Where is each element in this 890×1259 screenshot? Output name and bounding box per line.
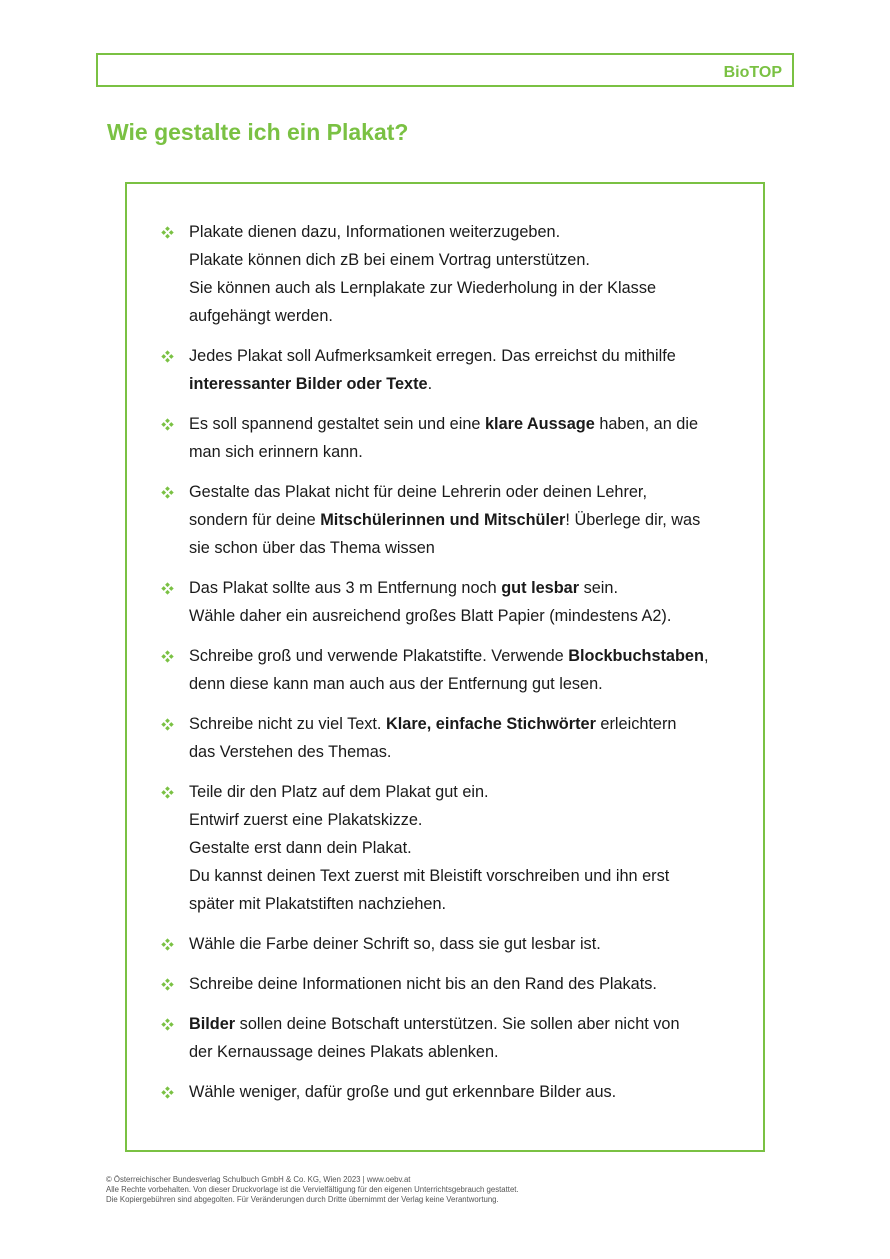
tip-item bbox=[161, 1010, 741, 1066]
tip-item bbox=[161, 1078, 741, 1106]
tip-item bbox=[161, 478, 741, 562]
tip-line bbox=[189, 738, 741, 766]
tip-text: sein. bbox=[579, 579, 618, 597]
footer-rights: Alle Rechte vorbehalten. Von dieser Druckvorlage ist die Vervielfältigung für den eigenen Unterrichtsgebrauch gestattet. bbox=[106, 1185, 519, 1194]
tip-line bbox=[189, 438, 741, 466]
tip-text: Wähle daher ein ausreichend großes Blatt Papier (mindestens A2). bbox=[189, 607, 672, 625]
tip-line bbox=[189, 218, 741, 246]
tip-line bbox=[189, 834, 741, 862]
tip-text: Teile dir den Platz auf dem Plakat gut ein. bbox=[189, 783, 489, 801]
tip-line bbox=[189, 670, 741, 698]
tip-line bbox=[189, 970, 741, 998]
tip-line bbox=[189, 410, 741, 438]
tip-line bbox=[189, 602, 741, 630]
tip-text: Entwirf zuerst eine Plakatskizze. bbox=[189, 811, 423, 829]
tip-text: sondern für deine bbox=[189, 511, 321, 529]
tip-item bbox=[161, 342, 741, 398]
tip-line bbox=[189, 710, 741, 738]
tip-text: sollen deine Botschaft unterstützen. Sie sollen aber nicht von bbox=[235, 1015, 680, 1033]
tip-text: Plakate dienen dazu, Informationen weiterzugeben. bbox=[189, 223, 561, 241]
tip-line bbox=[189, 1010, 741, 1038]
tips-list bbox=[161, 218, 741, 1118]
header-box bbox=[96, 53, 794, 87]
tip-item bbox=[161, 218, 741, 330]
tip-line bbox=[189, 862, 741, 890]
tip-text: Jedes Plakat soll Aufmerksamkeit erregen. Das erreichst du mithilfe bbox=[189, 347, 676, 365]
tip-line bbox=[189, 574, 741, 602]
tip-text: sie schon über das Thema wissen bbox=[189, 539, 435, 557]
tip-text: aufgehängt werden. bbox=[189, 307, 333, 325]
tip-emphasis: klare Aussage bbox=[484, 415, 595, 433]
diamond-bullet-icon bbox=[161, 226, 174, 239]
tip-text: . bbox=[427, 375, 433, 393]
tip-item bbox=[161, 410, 741, 466]
diamond-bullet-icon bbox=[161, 786, 174, 799]
tip-text: das Verstehen des Themas. bbox=[189, 743, 392, 761]
tip-line bbox=[189, 1078, 741, 1106]
tip-text: , bbox=[703, 647, 709, 665]
diamond-bullet-icon bbox=[161, 350, 174, 363]
tip-text: Schreibe deine Informationen nicht bis an den Rand des Plakats. bbox=[189, 975, 657, 993]
tip-line bbox=[189, 302, 741, 330]
diamond-bullet-icon bbox=[161, 938, 174, 951]
tip-emphasis: Klare, einfache Stichwörter bbox=[385, 715, 596, 733]
tip-text: Schreibe nicht zu viel Text. bbox=[189, 715, 386, 733]
tip-line bbox=[189, 778, 741, 806]
tip-item bbox=[161, 930, 741, 958]
tip-text: Schreibe groß und verwende Plakatstifte. Verwende bbox=[189, 647, 569, 665]
tip-text: denn diese kann man auch aus der Entfernung gut lesen. bbox=[189, 675, 603, 693]
tip-text: Das Plakat sollte aus 3 m Entfernung noch bbox=[189, 579, 502, 597]
diamond-bullet-icon bbox=[161, 582, 174, 595]
tip-text: später mit Plakatstiften nachziehen. bbox=[189, 895, 447, 913]
tip-item bbox=[161, 970, 741, 998]
tip-emphasis: interessanter Bilder oder Texte bbox=[189, 375, 428, 393]
tip-line bbox=[189, 274, 741, 302]
tip-text: Gestalte erst dann dein Plakat. bbox=[189, 839, 412, 857]
tip-line bbox=[189, 246, 741, 274]
tip-text: der Kernaussage deines Plakats ablenken. bbox=[189, 1043, 499, 1061]
tip-text: man sich erinnern kann. bbox=[189, 443, 363, 461]
tip-item bbox=[161, 710, 741, 766]
tip-text: ! Überlege dir, was bbox=[565, 511, 701, 529]
tip-emphasis: Mitschülerinnen und Mitschüler bbox=[320, 511, 566, 529]
diamond-bullet-icon bbox=[161, 650, 174, 663]
diamond-bullet-icon bbox=[161, 718, 174, 731]
tip-text: Sie können auch als Lernplakate zur Wiederholung in der Klasse bbox=[189, 279, 657, 297]
tip-line bbox=[189, 1038, 741, 1066]
tip-line bbox=[189, 890, 741, 918]
tip-line bbox=[189, 642, 741, 670]
tip-line bbox=[189, 930, 741, 958]
tip-item bbox=[161, 574, 741, 630]
footer-copyright: © Österreichischer Bundesverlag Schulbuch GmbH & Co. KG, Wien 2023 | www.oebv.at bbox=[106, 1175, 411, 1184]
tip-line bbox=[189, 370, 741, 398]
tip-line bbox=[189, 534, 741, 562]
tip-text: Es soll spannend gestaltet sein und eine bbox=[189, 415, 485, 433]
tip-emphasis: Blockbuchstaben bbox=[568, 647, 704, 665]
tip-text: Wähle die Farbe deiner Schrift so, dass sie gut lesbar ist. bbox=[189, 935, 601, 953]
tip-text: Du kannst deinen Text zuerst mit Bleistift vorschreiben und ihn erst bbox=[189, 867, 670, 885]
page-title: Wie gestalte ich ein Plakat? bbox=[107, 119, 409, 145]
tip-line bbox=[189, 342, 741, 370]
tip-item bbox=[161, 642, 741, 698]
tip-emphasis: gut lesbar bbox=[501, 579, 580, 597]
tip-text: Wähle weniger, dafür große und gut erkennbare Bilder aus. bbox=[189, 1083, 617, 1101]
diamond-bullet-icon bbox=[161, 1086, 174, 1099]
tip-text: Plakate können dich zB bei einem Vortrag unterstützen. bbox=[189, 251, 590, 269]
tip-line bbox=[189, 506, 741, 534]
tip-emphasis: Bilder bbox=[189, 1015, 236, 1033]
content-box bbox=[125, 182, 765, 1152]
tip-text: haben, an die bbox=[594, 415, 699, 433]
tip-text: Gestalte das Plakat nicht für deine Lehrerin oder deinen Lehrer, bbox=[189, 483, 647, 501]
tip-item bbox=[161, 778, 741, 918]
tip-line bbox=[189, 806, 741, 834]
footer bbox=[106, 1175, 519, 1205]
tip-line bbox=[189, 478, 741, 506]
diamond-bullet-icon bbox=[161, 978, 174, 991]
diamond-bullet-icon bbox=[161, 1018, 174, 1031]
diamond-bullet-icon bbox=[161, 486, 174, 499]
tip-text: erleichtern bbox=[595, 715, 677, 733]
brand-label: BioTOP bbox=[723, 64, 782, 81]
diamond-bullet-icon bbox=[161, 418, 174, 431]
footer-disclaimer: Die Kopiergebühren sind abgegolten. Für Veränderungen durch Dritte übernimmt der Verlag keine Verantwortung. bbox=[106, 1195, 499, 1204]
